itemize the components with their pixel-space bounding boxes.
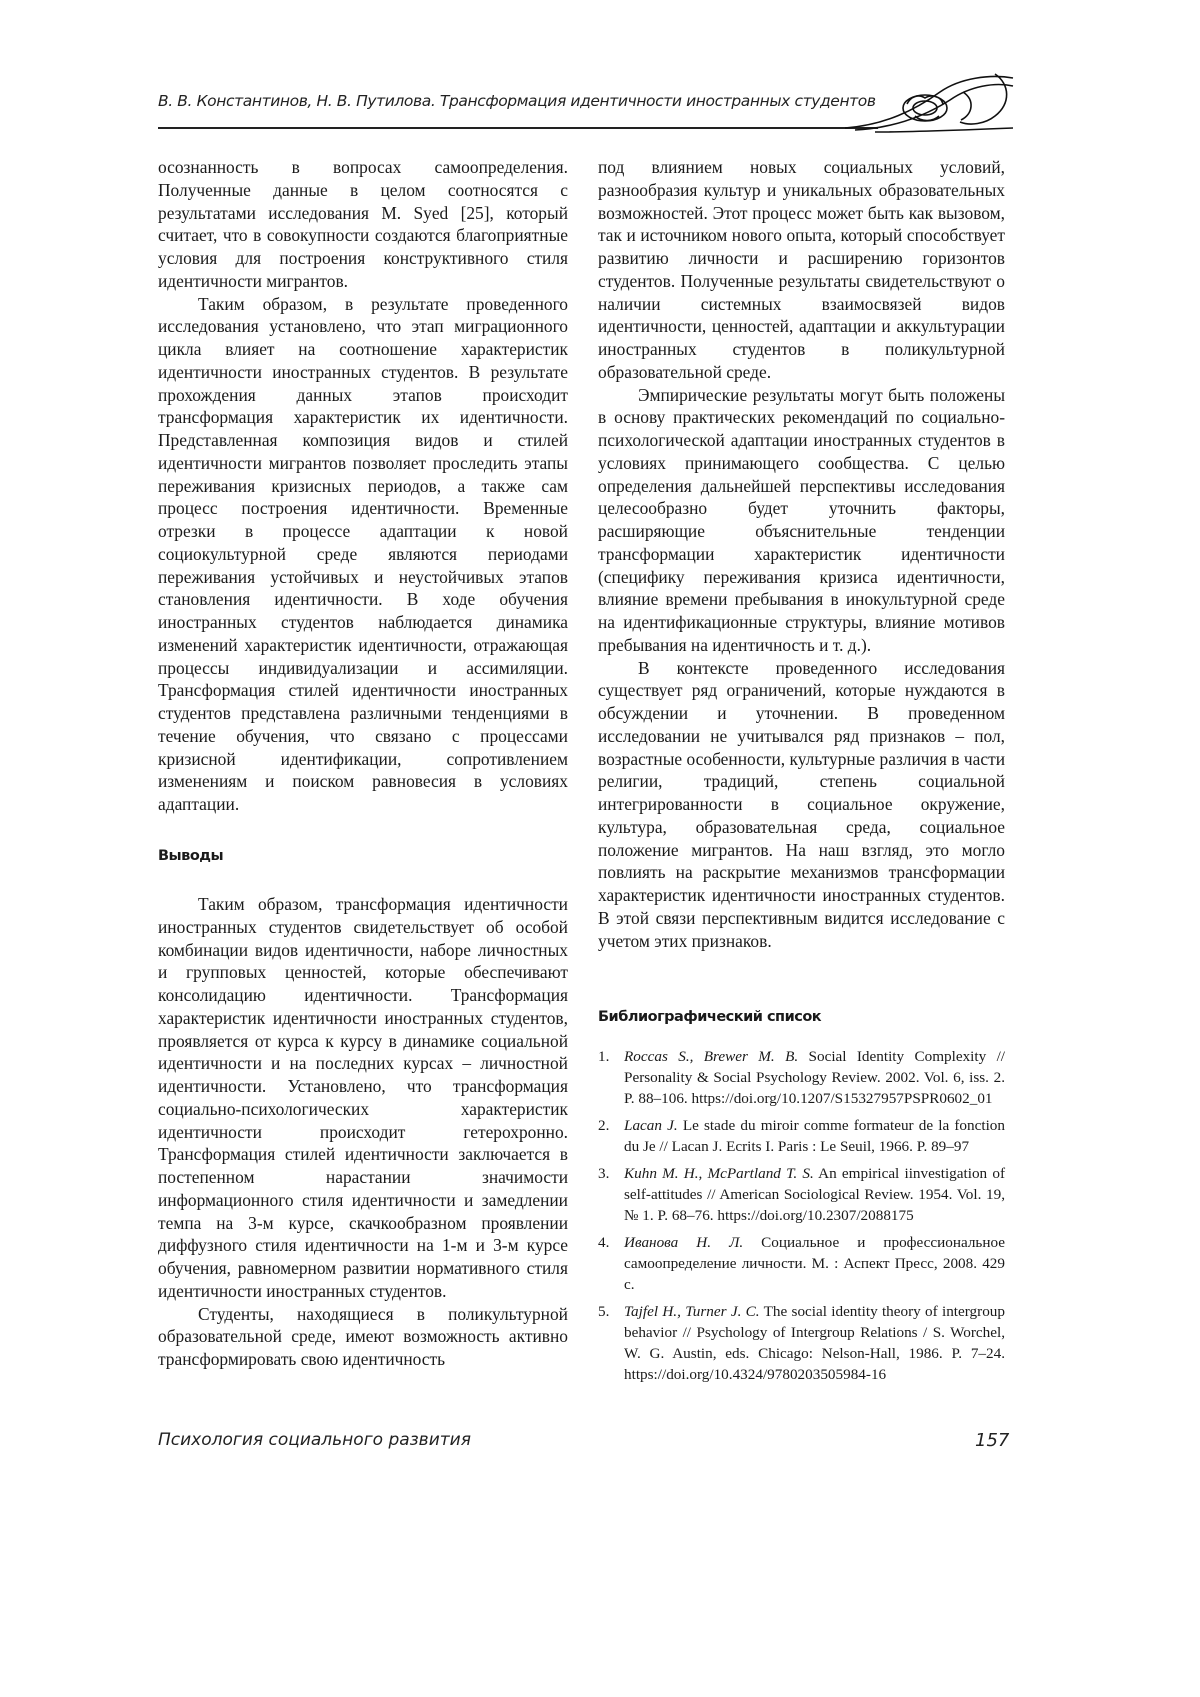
bibliography-heading: Библиографический список: [598, 1009, 821, 1025]
header-rule: [158, 127, 878, 129]
reference-text: Le stade du miroir comme formateur de la fonction du Je // Lacan J. Ecrits I. Paris : Le Seuil, 1966. P. 89–97: [624, 1117, 1005, 1155]
left-column-bottom: [158, 893, 568, 1371]
reference-text: Social Identity Complexity // Personality & Social Psychology Review. 2002. Vol. 6, iss. 2. P. 88–106. https://doi.org/10.1207/S15327957PSPR0602_01: [624, 1048, 1005, 1107]
paragraph: Эмпирические результаты могут быть положены в основу практических рекомендаций по социально-психологической адаптации иностранных студентов в условиях принимающего сообщества. С целью определения дальнейшей перспективы исследования целесообразно будет уточнить факторы, расширяющие объяснительные тенденции трансформации характеристик идентичности (специфику переживания кризиса идентичности, влияние времени пребывания в инокультурной среде на идентификационные структуры, влияние мотивов пребывания на идентичность и т. д.).: [598, 384, 1005, 657]
paragraph: под влиянием новых социальных условий, разнообразия культур и уникальных образовательных возможностей. Этот процесс может быть как вызовом, так и источником нового опыта, который способствует развитию личности и расширению горизонтов студентов. Полученные результаты свидетельствуют о наличии системных взаимосвязей видов идентичности, ценностей, адаптации и аккультурации иностранных студентов в поликультурной образовательной среде.: [598, 156, 1005, 384]
paragraph: Таким образом, трансформация идентичности иностранных студентов свидетельствует об особой комбинации видов идентичности, наборе личностных и групповых ценностей, которые обеспечивают консолидацию идентичности. Трансформация характеристик идентичности иностранных студентов, проявляется от курса к курсу в динамике социальной идентичности и на последних курсах – личностной идентичности. Установлено, что трансформация социально-психологических характеристик идентичности происходит гетерохронно. Трансформация стилей идентичности заключается в постепенном нарастании значимости информационного стиля идентичности и замедлении темпа на 3-м курсе, скачкообразном проявлении диффузного стиля идентичности на 1-м и 3-м курсе обучения, равномерном развитии нормативного стиля идентичности иностранных студентов.: [158, 893, 568, 1303]
reference-item: [598, 1301, 1005, 1385]
reference-authors: Иванова Н. Л.: [624, 1234, 743, 1251]
reference-authors: Roccas S., Brewer M. B.: [624, 1048, 798, 1065]
reference-authors: Kuhn M. H., McPartland T. S.: [624, 1165, 814, 1182]
reference-item: [598, 1115, 1005, 1157]
reference-item: [598, 1163, 1005, 1226]
reference-number: 4.: [598, 1232, 609, 1253]
reference-authors: Lacan J.: [624, 1117, 678, 1134]
reference-number: 3.: [598, 1163, 609, 1184]
reference-number: 2.: [598, 1115, 609, 1136]
ornament-logo-icon: [845, 70, 1015, 136]
reference-text: The social identity theory of intergroup behavior // Psychology of Intergroup Relations / S. Worchel, W. G. Austin, eds. Chicago: Nelson-Hall, 1986. P. 7–24. https://doi.org/10.4324/9780203505984-16: [624, 1303, 1005, 1383]
reference-authors: Tajfel H., Turner J. C.: [624, 1303, 760, 1320]
paragraph: В контексте проведенного исследования существует ряд ограничений, которые нуждаются в обсуждении и уточнении. В проведенном исследовании не учитывался ряд признаков – пол, возрастные особенности, культурные различия в части религии, традиций, степень социальной интегрированности в социальное окружение, культура, образовательная среда, социальное положение мигрантов. На наш взгляд, это могло повлиять на раскрытие механизмов трансформации характеристик идентичности иностранных студентов. В этой связи перспективным видится исследование с учетом этих признаков.: [598, 657, 1005, 953]
reference-item: [598, 1232, 1005, 1295]
reference-text: Социальное и профессиональное самоопределение личности. М. : Аспект Пресс, 2008. 429 с.: [624, 1234, 1005, 1293]
section-heading-conclusions: Выводы: [158, 848, 223, 864]
reference-list: [598, 1046, 1005, 1391]
right-column: [598, 156, 1005, 952]
paragraph: Таким образом, в результате проведенного исследования установлено, что этап миграционного цикла влияет на соотношение характеристик идентичности иностранных студентов. В результате прохождения данных этапов происходит трансформация характеристик их идентичности. Представленная композиция видов и стилей идентичности мигрантов позволяет проследить этапы переживания кризисных периодов, а также сам процесс построения идентичности. Временные отрезки в процессе адаптации к новой социокультурной среде являются периодами переживания устойчивых и неустойчивых этапов становления идентичности. В ходе обучения иностранных студентов наблюдается динамика изменений характеристик идентичности, отражающая процессы индивидуализации и ассимиляции. Трансформация стилей идентичности иностранных студентов представлена различными тенденциями в течение обучения, что связано с процессами кризисной идентификации, сопротивлением изменениям и поиском равновесия в условиях адаптации.: [158, 293, 568, 816]
reference-number: 5.: [598, 1301, 609, 1322]
paragraph: Студенты, находящиеся в поликультурной образовательной среде, имеют возможность активно трансформировать свою идентичность: [158, 1303, 568, 1371]
left-column-top: [158, 156, 568, 816]
running-header: В. В. Константинов, Н. В. Путилова. Трансформация идентичности иностранных студентов: [158, 92, 876, 110]
paragraph: осознанность в вопросах самоопределения. Полученные данные в целом соотносятся с результатами исследования M. Syed [25], который считает, что в совокупности создаются благоприятные условия для построения конструктивного стиля идентичности мигрантов.: [158, 156, 568, 293]
reference-item: [598, 1046, 1005, 1109]
page-number: 157: [975, 1430, 1009, 1451]
reference-text: An empirical iinvestigation of self-attitudes // American Sociological Review. 1954. Vol. 19, № 1. P. 68–76. https://doi.org/10.2307/2088175: [624, 1165, 1005, 1224]
footer-journal-title: Психология социального развития: [158, 1430, 471, 1450]
reference-number: 1.: [598, 1046, 609, 1067]
